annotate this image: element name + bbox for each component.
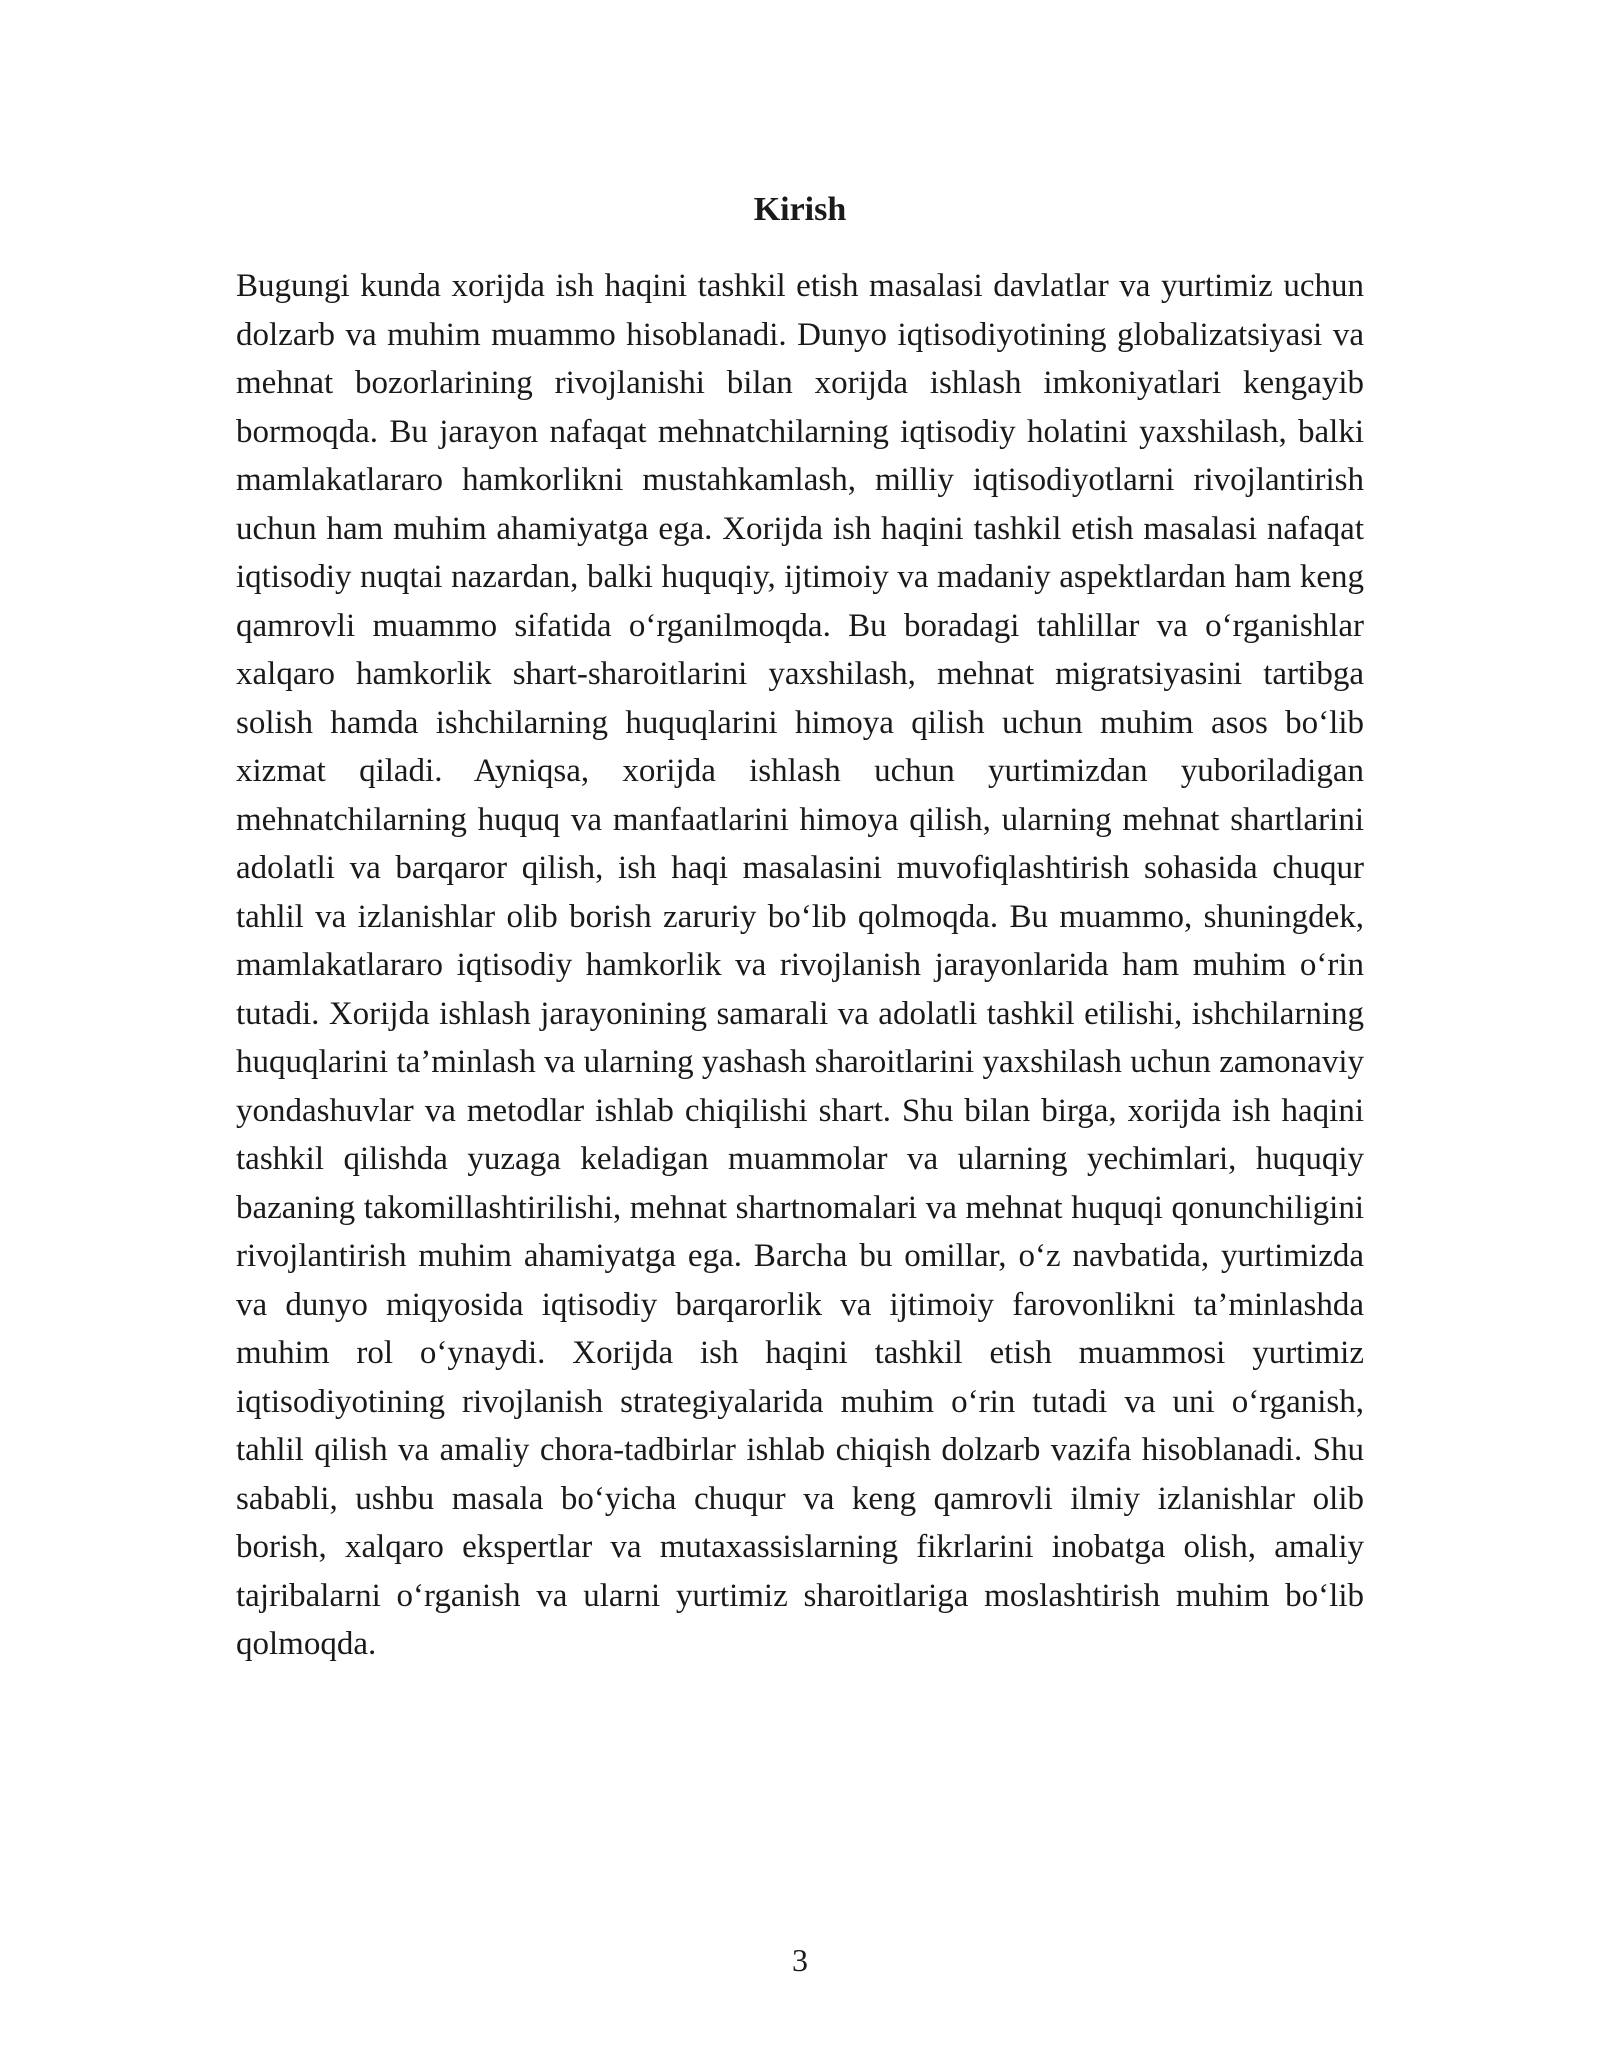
page-number: 3 bbox=[792, 1942, 808, 1978]
body-paragraph: Bugungi kunda xorijda ish haqini tashkil etish masalasi davlatlar va yurtimiz uchun dolzarb va muhim muammo hisoblanadi. Dunyo iqtisodiyotining globalizatsiyasi va mehnat bozorlarining rivojlanishi bilan xorijda ishlash imkoniyatlari kengayib bormoqda. Bu jarayon nafaqat mehnatchilarning iqtisodiy holatini yaxshilash, balki mamlakatlararo hamkorlikni mustahkamlash, milliy iqtisodiyotlarni rivojlantirish uchun ham muhim ahamiyatga ega. Xorijda ish haqini tashkil etish masalasi nafaqat iqtisodiy nuqtai nazardan, balki huquqiy, ijtimoiy va madaniy aspektlardan ham keng qamrovli muammo sifatida o‘rganilmoqda. Bu boradagi tahlillar va o‘rganishlar xalqaro hamkorlik shart-sharoitlarini yaxshilash, mehnat migratsiyasini tartibga solish hamda ishchilarning huquqlarini himoya qilish uchun muhim asos bo‘lib xizmat qiladi. Ayniqsa, xorijda ishlash uchun yurtimizdan yuboriladigan mehnatchilarning huquq va manfaatlarini himoya qilish, ularning mehnat shartlarini adolatli va barqaror qilish, ish haqi masalasini muvofiqlashtirish sohasida chuqur tahlil va izlanishlar olib borish zaruriy bo‘lib qolmoqda. Bu muammo, shuningdek, mamlakatlararo iqtisodiy hamkorlik va rivojlanish jarayonlarida ham muhim o‘rin tutadi. Xorijda ishlash jarayonining samarali va adolatli tashkil etilishi, ishchilarning huquqlarini ta’minlash va ularning yashash sharoitlarini yaxshilash uchun zamonaviy yondashuvlar va metodlar ishlab chiqilishi shart. Shu bilan birga, xorijda ish haqini tashkil qilishda yuzaga keladigan muammolar va ularning yechimlari, huquqiy bazaning takomillashtirilishi, mehnat shartnomalari va mehnat huquqi qonunchiligini rivojlantirish muhim ahamiyatga ega. Barcha bu omillar, o‘z navbatida, yurtimizda va dunyo miqyosida iqtisodiy barqarorlik va ijtimoiy farovonlikni ta’minlashda muhim rol o‘ynaydi. Xorijda ish haqini tashkil etish muammosi yurtimiz iqtisodiyotining rivojlanish strategiyalarida muhim o‘rin tutadi va uni o‘rganish, tahlil qilish va amaliy chora-tadbirlar ishlab chiqish dolzarb vazifa hisoblanadi. Shu sababli, ushbu masala bo‘yicha chuqur va keng qamrovli ilmiy izlanishlar olib borish, xalqaro ekspertlar va mutaxassislarning fikrlarini inobatga olish, amaliy tajribalarni o‘rganish va ularni yurtimiz sharoitlariga moslashtirish muhim bo‘lib qolmoqda. bbox=[236, 268, 1364, 1662]
section-title: Kirish bbox=[753, 191, 847, 228]
